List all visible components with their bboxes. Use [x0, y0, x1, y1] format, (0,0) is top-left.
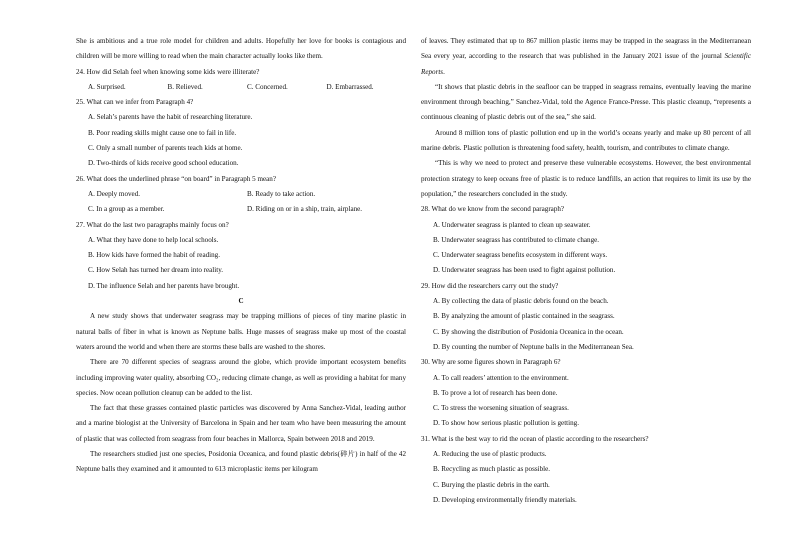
question-24: 24. How did Selah feel when knowing some kids were illiterate?: [76, 67, 260, 76]
question-24-options: [88, 80, 406, 95]
option-c: C. Underwater seagrass benefits ecosystem in different ways.: [433, 251, 608, 260]
option-d: D. Underwater seagrass has been used to fight against pollution.: [433, 266, 616, 275]
option-d: D. Embarrassed.: [326, 82, 374, 91]
right-column: [421, 34, 751, 508]
question-26-options-ab: [88, 187, 406, 202]
option-a: A. Deeply moved.: [88, 189, 141, 198]
question-26: 26. What does the underlined phrase “on board” in Paragraph 5 mean?: [76, 174, 276, 183]
option-a: A. What they have done to help local schools.: [88, 235, 219, 244]
paragraph-text: of leaves. They estimated that up to 867 million plastic items may be trapped in the seagrass in the Mediterranean Sea every year, according to the research that was published in the January 2021 issue of the journal: [421, 37, 751, 61]
option-b: B. Ready to take action.: [247, 189, 316, 198]
option-b: B. Relieved.: [167, 82, 203, 91]
passage-paragraph-2: There are 70 different species of seagrass around the globe, which provide important ecosystem benefits including improving water quality, absorbing CO₂, reducing climate change, as well as providing a habitat for many species. Now ocean pollution cleanup can be added to the list.: [76, 358, 406, 397]
question-25: 25. What can we infer from Paragraph 4?: [76, 98, 194, 107]
option-a: A. Underwater seagrass is planted to clean up seawater.: [433, 220, 591, 229]
option-c: C. By showing the distribution of Posidonia Oceanica in the ocean.: [433, 327, 624, 336]
passage-paragraph-1: A new study shows that underwater seagrass may be trapping millions of pieces of tiny marine plastic in natural balls of fiber in what is known as Neptune balls. Huge masses of seagrass make up most of the coastal waters around the world and when there are storms these balls are washed to the shores.: [76, 312, 406, 351]
question-30: 30. Why are some figures shown in Paragraph 6?: [421, 358, 561, 367]
question-27: 27. What do the last two paragraphs mainly focus on?: [76, 220, 229, 229]
option-b: B. To prove a lot of research has been done.: [433, 388, 558, 397]
option-a: A. Surprised.: [88, 82, 126, 91]
option-c: C. To stress the worsening situation of seagrass.: [433, 404, 569, 413]
option-a: A. Selah’s parents have the habit of researching literature.: [88, 113, 253, 122]
question-29: 29. How did the researchers carry out the study?: [421, 281, 559, 290]
passage-paragraph-4-continued: [421, 34, 751, 80]
journal-title: Scientific Reports: [421, 52, 751, 76]
section-heading: C: [238, 297, 244, 306]
option-b: B. By analyzing the amount of plastic contained in the seagrass.: [433, 312, 615, 321]
option-d: D. By counting the number of Neptune balls in the Mediterranean Sea.: [433, 342, 634, 351]
passage-paragraph-4: The researchers studied just one species, Posidonia Oceanica, and found plastic debris(碎片) in half of the 42 Neptune balls they examined and it amounted to 613 microplastic items per kilogram: [76, 450, 406, 474]
question-31: 31. What is the best way to rid the ocean of plastic according to the researchers?: [421, 434, 649, 443]
intro-paragraph: She is ambitious and a true role model for children and adults. Hopefully her love for books is contagious and children will be more willing to read when the main character actually looks like them.: [76, 37, 406, 61]
option-a: A. Reducing the use of plastic products.: [433, 450, 547, 459]
left-column: [76, 34, 406, 478]
option-b: B. Recycling as much plastic as possible.: [433, 465, 551, 474]
question-26-options-cd: [88, 202, 406, 217]
paragraph-end: .: [443, 67, 445, 76]
option-c: C. How Selah has turned her dream into reality.: [88, 266, 224, 275]
option-c: C. Concerned.: [247, 82, 288, 91]
option-a: A. By collecting the data of plastic debris found on the beach.: [433, 297, 609, 306]
option-d: D. Developing environmentally friendly materials.: [433, 495, 577, 504]
option-a: A. To call readers’ attention to the environment.: [433, 373, 569, 382]
option-b: B. How kids have formed the habit of reading.: [88, 251, 220, 260]
option-d: D. To show how serious plastic pollution is getting.: [433, 419, 579, 428]
option-b: B. Underwater seagrass has contributed to climate change.: [433, 235, 600, 244]
option-c: C. In a group as a member.: [88, 205, 165, 214]
passage-paragraph-6: Around 8 million tons of plastic pollution end up in the world’s oceans yearly and make up 80 percent of all marine debris. Plastic pollution is threatening food safety, health, tourism, and contributes to climate change.: [421, 128, 751, 153]
question-28: 28. What do we know from the second paragraph?: [421, 205, 565, 214]
option-c: C. Only a small number of parents teach kids at home.: [88, 144, 243, 153]
option-d: D. Two-thirds of kids receive good school education.: [88, 159, 239, 168]
passage-paragraph-5: “It shows that plastic debris in the seafloor can be trapped in seagrass remains, eventually leaving the marine environment through beaching,” Sanchez-Vidal, told the Agence France-Presse. This plastic cleanup, “represents a continuous cleaning of plastic debris out of the sea,” she said.: [421, 82, 751, 122]
option-d: D. The influence Selah and her parents have brought.: [88, 281, 240, 290]
passage-paragraph-3: The fact that these grasses contained plastic particles was discovered by Anna Sanchez-Vidal, leading author and a marine biologist at the University of Barcelona in Spain and her team who have been measuring the amount of plastic that was collected from seagrass from four beaches in Mallorca, Spain between 2018 and 2019.: [76, 404, 406, 443]
passage-paragraph-7: “This is why we need to protect and preserve these vulnerable ecosystems. However, the best environmental protection strategy to keep oceans free of plastic is to reduce landfills, an action that requires to limit its use by the population,” the researchers concluded in the study.: [421, 159, 751, 198]
option-d: D. Riding on or in a ship, train, airplane.: [247, 205, 363, 214]
option-c: C. Burying the plastic debris in the earth.: [433, 480, 550, 489]
option-b: B. Poor reading skills might cause one to fail in life.: [88, 128, 237, 137]
